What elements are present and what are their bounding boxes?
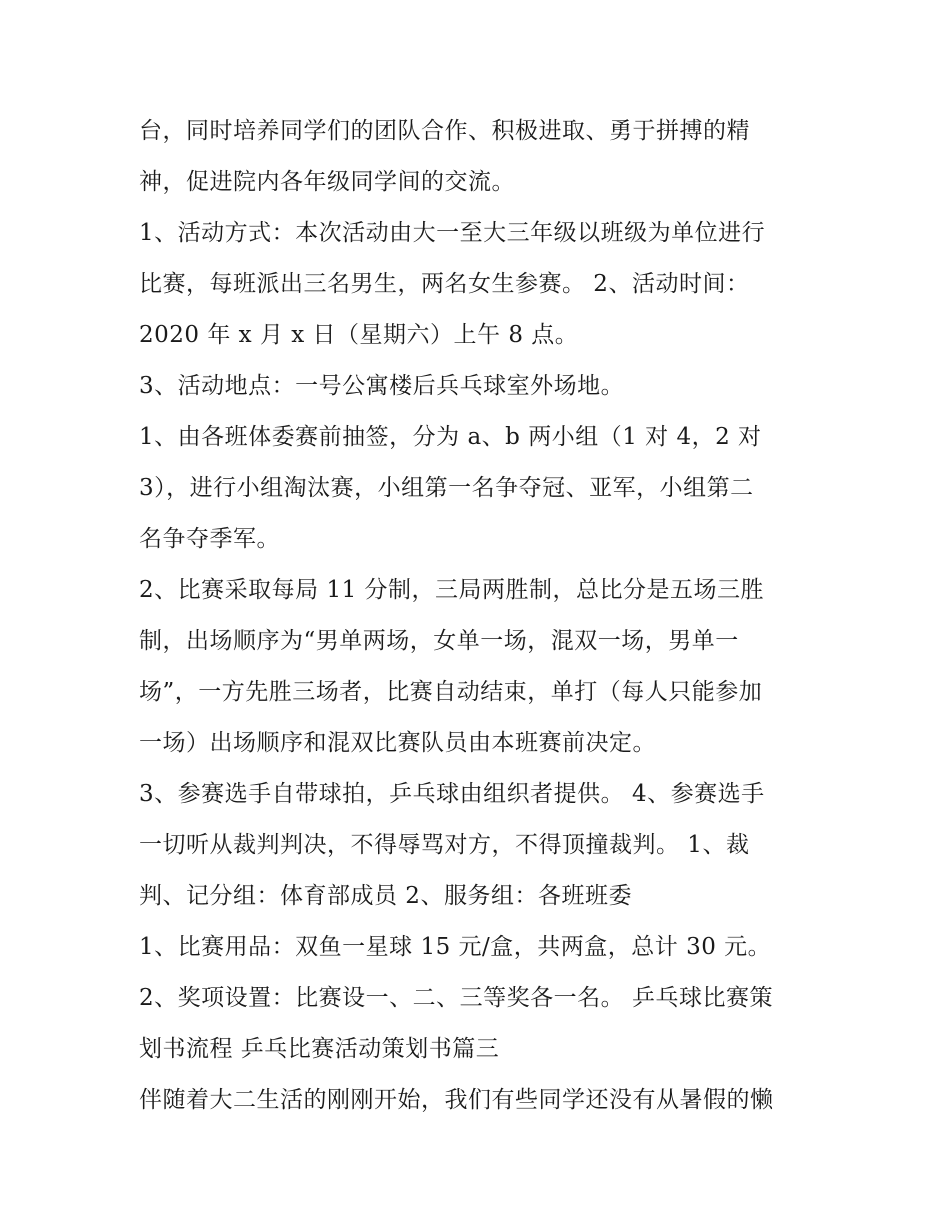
text-line-12: 场”，一方先胜三场者，比赛自动结束，单打（每人只能参加 bbox=[139, 679, 763, 705]
text-line-18: 2、奖项设置：比赛设一、二、三等奖各一名。 乒乓球比赛策 bbox=[139, 985, 773, 1011]
text-line-8: 3），进行小组淘汰赛，小组第一名争夺冠、亚军，小组第二 bbox=[139, 475, 754, 501]
text-line-10: 2、比赛采取每局 11 分制，三局两胜制，总比分是五场三胜 bbox=[139, 577, 765, 603]
text-line-17: 1、比赛用品：双鱼一星球 15 元/盒，共两盒，总计 30 元。 bbox=[139, 934, 772, 960]
text-line-19: 划书流程 乒乓比赛活动策划书篇三 bbox=[139, 1036, 500, 1062]
text-line-11: 制，出场顺序为“男单两场，女单一场，混双一场，男单一 bbox=[139, 628, 739, 654]
text-line-4: 比赛，每班派出三名男生，两名女生参赛。 2、活动时间： bbox=[139, 271, 750, 297]
text-line-14: 3、参赛选手自带球拍，乒乓球由组织者提供。 4、参赛选手 bbox=[139, 781, 765, 807]
text-line-6: 3、活动地点：一号公寓楼后兵乓球室外场地。 bbox=[139, 373, 625, 399]
text-line-16: 判、记分组：体育部成员 2、服务组：各班班委 bbox=[139, 883, 632, 909]
body-text bbox=[139, 106, 829, 1126]
text-line-9: 名争夺季军。 bbox=[139, 526, 280, 552]
text-line-15: 一切听从裁判判决，不得辱骂对方，不得顶撞裁判。 1、裁 bbox=[139, 832, 750, 858]
text-line-20: 伴随着大二生活的刚刚开始，我们有些同学还没有从暑假的懒 bbox=[139, 1087, 774, 1113]
text-line-7: 1、由各班体委赛前抽签，分为 a、b 两小组（1 对 4，2 对 bbox=[139, 424, 762, 450]
text-line-1: 台，同时培养同学们的团队合作、积极进取、勇于拼搏的精 bbox=[139, 118, 750, 144]
text-line-2: 神，促进院内各年级同学间的交流。 bbox=[139, 169, 515, 195]
text-line-3: 1、活动方式：本次活动由大一至大三年级以班级为单位进行 bbox=[139, 220, 766, 246]
text-line-13: 一场）出场顺序和混双比赛队员由本班赛前决定。 bbox=[139, 730, 656, 756]
text-line-5: 2020 年 x 月 x 日（星期六）上午 8 点。 bbox=[139, 322, 579, 348]
